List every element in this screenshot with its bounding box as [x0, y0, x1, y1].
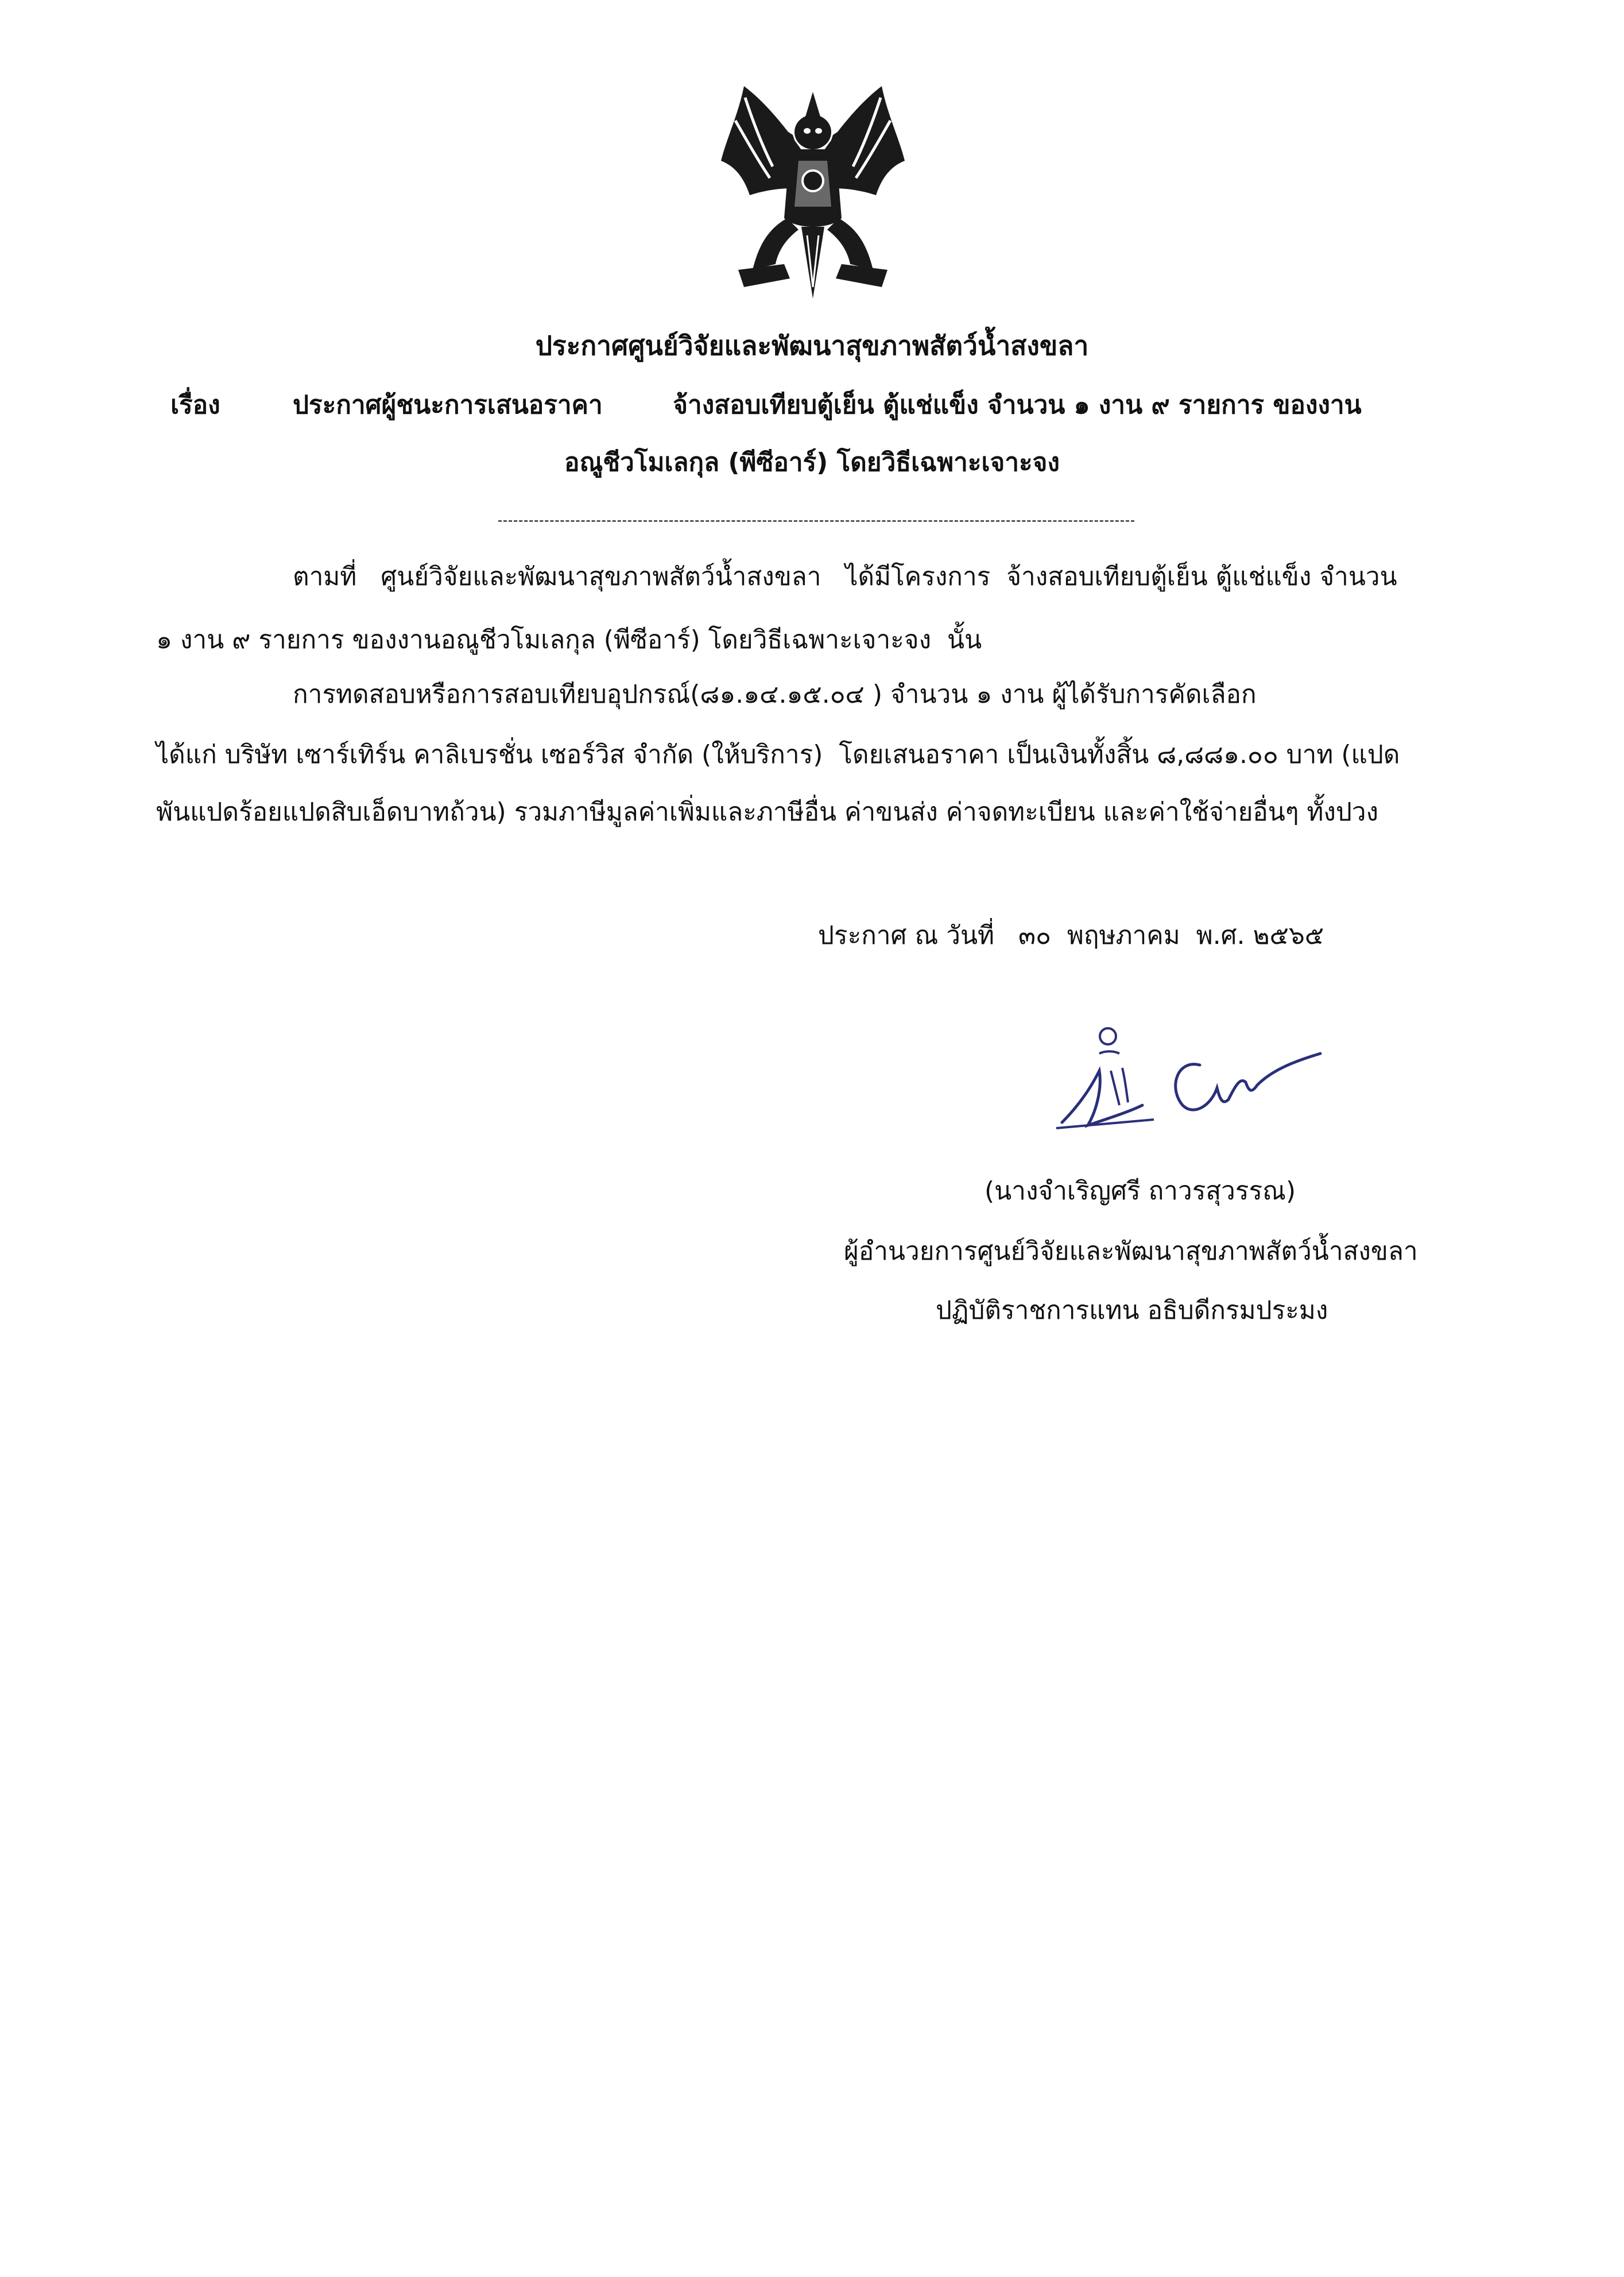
announcement-title: ประกาศศูนย์วิจัยและพัฒนาสุขภาพสัตว์น้ำสงขลา — [535, 330, 1089, 361]
divider-line — [498, 520, 1134, 522]
garuda-emblem-icon — [704, 80, 922, 310]
paragraph-2-line-2: ได้แก่ บริษัท เซาร์เทิร์น คาลิเบรชั่น เซอร์วิส จำกัด (ให้บริการ) โดยเสนอราคา เป็นเงินทั้งสิ้น ๘,๘๘๑.๐๐ บาท (แปด — [156, 740, 1400, 769]
subject-label: เรื่อง — [170, 390, 220, 420]
signer-name: (นางจำเริญศรี ถาวรสุวรรณ) — [985, 1176, 1296, 1206]
signer-position-2: ปฏิบัติราชการแทน อธิบดีกรมประมง — [936, 1296, 1328, 1325]
paragraph-2-line-1: การทดสอบหรือการสอบเทียบอุปกรณ์(๘๑.๑๔.๑๕.๐๔ ) จำนวน ๑ งาน ผู้ได้รับการคัดเลือก — [293, 680, 1257, 709]
signature-icon — [1045, 1019, 1332, 1145]
subject-line-2: อณูชีวโมเลกุล (พีซีอาร์) โดยวิธีเฉพาะเจาะจง — [564, 448, 1060, 477]
paragraph-1-line-1: ตามที่ ศูนย์วิจัยและพัฒนาสุขภาพสัตว์น้ำสงขลา ได้มีโครงการ จ้างสอบเทียบตู้เย็น ตู้แช่แข็ง จำนวน — [293, 562, 1397, 591]
paragraph-2-line-3: พันแปดร้อยแปดสิบเอ็ดบาทถ้วน) รวมภาษีมูลค่าเพิ่มและภาษีอื่น ค่าขนส่ง ค่าจดทะเบียน และค่าใช้จ่ายอื่นๆ ทั้งปวง — [156, 797, 1379, 827]
paragraph-1-line-2: ๑ งาน ๙ รายการ ของงานอณูชีวโมเลกุล (พีซีอาร์) โดยวิธีเฉพาะเจาะจง นั้น — [156, 625, 982, 655]
subject-line-1: ประกาศผู้ชนะการเสนอราคา จ้างสอบเทียบตู้เย็น ตู้แช่แข็ง จำนวน ๑ งาน ๙ รายการ ของงาน — [293, 390, 1362, 420]
signer-position-1: ผู้อำนวยการศูนย์วิจัยและพัฒนาสุขภาพสัตว์น้ำสงขลา — [844, 1237, 1418, 1266]
announcement-date: ประกาศ ณ วันที่ ๓๐ พฤษภาคม พ.ศ. ๒๕๖๕ — [818, 921, 1324, 950]
